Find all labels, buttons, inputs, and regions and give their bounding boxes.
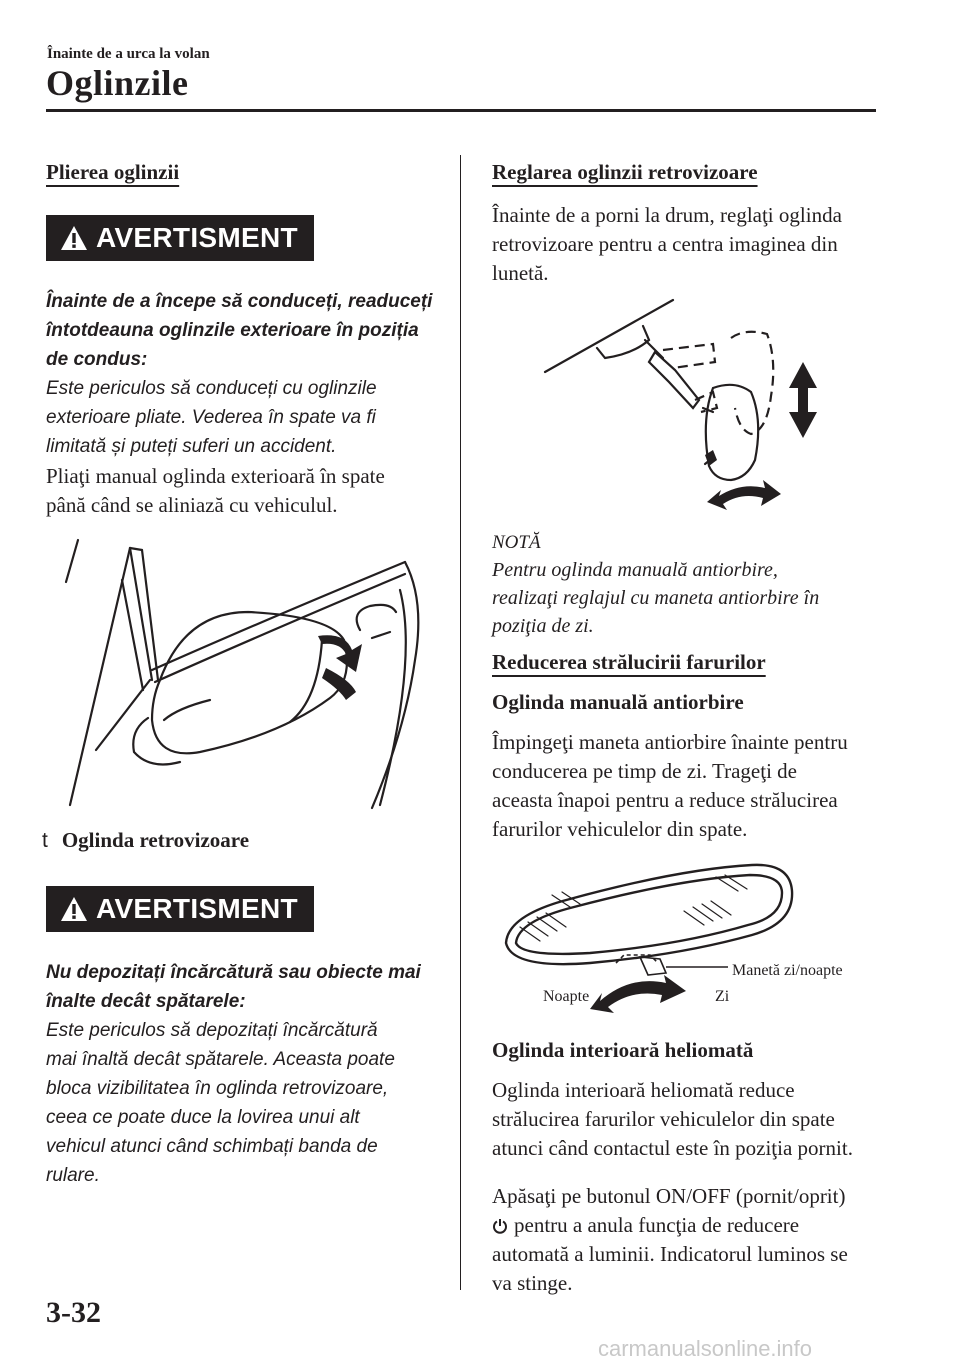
column-divider <box>460 155 461 1290</box>
page-number: 3-32 <box>46 1296 101 1329</box>
warning-2-text <box>46 958 456 1190</box>
header-divider <box>46 109 876 112</box>
subheading-auto-dimming: Oglinda interioară heliomată <box>492 1038 754 1062</box>
heading-glare-reduction: Reducerea strălucirii farurilor <box>492 650 766 674</box>
warning-banner-1 <box>46 215 314 261</box>
watermark: carmanualsonline.info <box>598 1336 813 1361</box>
warning-2-bold-line: înalte decât spătarele: <box>46 991 246 1012</box>
power-button-paragraph <box>492 1182 902 1298</box>
paragraph-line: va stinge. <box>492 1271 573 1295</box>
warning-2-line: mai înaltă decât spătarele. Aceasta poate <box>46 1049 395 1070</box>
warning-2-line: rulare. <box>46 1165 100 1186</box>
subsection-heading <box>42 828 249 853</box>
warning-1-bold-line: întotdeauna oglinzile exterioare în poziția <box>46 320 419 341</box>
heading-adjust-mirror: Reglarea oglinzii retrovizoare <box>492 160 758 184</box>
day-label: Zi <box>715 988 730 1005</box>
paragraph-line: aceasta înapoi pentru a reduce strălucirea <box>492 788 838 812</box>
heading-folding-mirror: Plierea oglinzii <box>46 160 180 184</box>
door-mirror-illustration <box>60 540 425 810</box>
warning-label: AVERTISMENT <box>96 893 298 924</box>
warning-2-line: Este periculos să depozitați încărcătură <box>46 1020 378 1041</box>
warning-1-line: limitată și puteți suferi un accident. <box>46 436 337 457</box>
note-line: realizaţi reglajul cu maneta antiorbire în <box>492 587 820 609</box>
paragraph-line: Oglinda interioară heliomată reduce <box>492 1078 795 1102</box>
paragraph-line: atunci când contactul este în poziţia pornit. <box>492 1136 853 1160</box>
warning-2-bold-line: Nu depozitați încărcătură sau obiecte mai <box>46 962 421 983</box>
warning-1-bold-line: de condus: <box>46 349 148 370</box>
warning-2-line: ceea ce poate duce la lovirea unui alt <box>46 1107 360 1128</box>
manual-antiglare-paragraph <box>492 728 892 844</box>
lever-label: Manetă zi/noapte <box>732 962 843 979</box>
subsection-title: Oglinda retrovizoare <box>61 828 250 852</box>
paragraph-text: pentru a anula funcţia de reducere <box>514 1213 800 1237</box>
warning-1-line: Este periculos să conduceți cu oglinzile <box>46 378 377 399</box>
night-label: Noapte <box>543 988 590 1005</box>
paragraph-line: Împingeţi maneta antiorbire înainte pentru <box>492 730 848 754</box>
warning-label: AVERTISMENT <box>96 222 298 253</box>
power-icon <box>492 1218 508 1234</box>
note-title: NOTĂ <box>492 532 541 553</box>
subheading-manual-antiglare: Oglinda manuală antiorbire <box>492 690 744 714</box>
paragraph-line-with-icon <box>492 1211 902 1240</box>
paragraph-line: retrovizoare pentru a centra imaginea din <box>492 232 838 256</box>
warning-triangle-icon <box>60 225 88 251</box>
paragraph-line: strălucirea farurilor vehiculelor din spate <box>492 1107 835 1131</box>
paragraph-line: Apăsaţi pe butonul ON/OFF (pornit/oprit) <box>492 1184 846 1208</box>
auto-dimming-paragraph <box>492 1076 902 1163</box>
warning-triangle-icon <box>60 896 88 922</box>
paragraph-line: până când se aliniază cu vehiculul. <box>46 493 338 517</box>
chapter-title: Înainte de a urca la volan <box>47 46 210 62</box>
paragraph-line: automată a luminii. Indicatorul luminos se <box>492 1242 848 1266</box>
note-text <box>492 556 892 640</box>
note-line: Pentru oglinda manuală antiorbire, <box>492 559 778 581</box>
folding-paragraph <box>46 462 446 520</box>
warning-2-line: vehicul atunci când schimbați banda de <box>46 1136 378 1157</box>
paragraph-line: Înainte de a porni la drum, reglaţi oglinda <box>492 203 842 227</box>
note-line: poziţia de zi. <box>492 615 594 637</box>
warning-1-bold-line: Înainte de a începe să conduceți, readuceți <box>46 291 433 312</box>
warning-banner-2 <box>46 886 314 932</box>
warning-1-text <box>46 287 446 461</box>
warning-1-line: exterioare pliate. Vederea în spate va fi <box>46 407 376 428</box>
section-title: Oglinzile <box>46 63 189 103</box>
paragraph-line: lunetă. <box>492 261 549 285</box>
rearview-adjust-illustration <box>545 300 830 515</box>
subsection-marker: t <box>42 829 48 852</box>
paragraph-line: Pliaţi manual oglinda exterioară în spate <box>46 464 385 488</box>
adjust-paragraph <box>492 201 892 288</box>
paragraph-line: farurilor vehiculelor din spate. <box>492 817 748 841</box>
warning-2-line: bloca vizibilitatea în oglinda retrovizoare, <box>46 1078 389 1099</box>
paragraph-line: conducerea pe timp de zi. Trageţi de <box>492 759 797 783</box>
